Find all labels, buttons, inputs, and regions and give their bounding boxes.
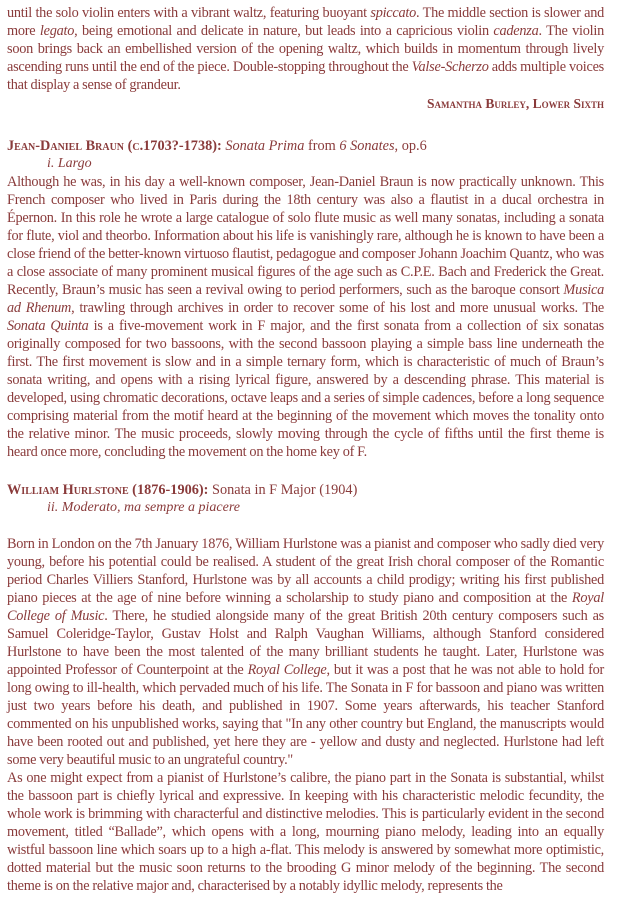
italic-run: Valse-Scherzo: [411, 59, 489, 75]
text-run: adds multiple voices that display a sense of grandeur.: [7, 59, 604, 93]
paragraph-hurlstone-bio: [7, 535, 604, 769]
text-run: . The violin soon brings back an embellished version of the opening waltz, which builds in momentum through lively ascending runs until the end of the piece. Double-stopping throughout the: [7, 23, 604, 75]
italic-run: legato: [39, 23, 75, 39]
paragraph-braun: [7, 173, 604, 461]
composer-name: Jean-Daniel Braun (c.1703?-1738):: [7, 138, 222, 154]
paragraph-valse-scherzo: [7, 4, 604, 94]
spacer: [7, 517, 604, 535]
text-run: . There, he studied alongside many of the great British 20th century composers such as Samuel Coleridge-Taylor, Gustav Holst and Ralph Vaughan Williams, although Stanford considered Hurlstone to have been the most talented of the many brilliant students he taught. Later, Hurlstone was appointed Professor of Counterpoint at the: [7, 608, 604, 678]
text-run: until the solo violin enters with a vibrant waltz, featuring buoyant: [7, 5, 371, 21]
composer-name: William Hurlstone (1876-1906):: [7, 482, 209, 498]
text-run: As one might expect from a pianist of Hurlstone’s calibre, the piano part in the Sonata is substantial, whilst the bassoon part is chiefly lyrical and expressive. In keeping with his characteristic melodic fecundity, the whole work is brimming with characterful and distinctive melodies. This is particularly evident in the second movement, titled “Ballade”, which opens with a long, mourning piano melody, leading into an equally wistful bassoon line which soars up to a high a-flat. This melody is answered by somewhat more optimistic, dotted material but the music soon returns to the brooding G minor melody of the beginning. The second theme is on the relative major and, characterised by a notably idyllic melody, represents the: [7, 770, 604, 894]
italic-run: Musica ad Rhenum: [7, 282, 604, 316]
text-run: , op.6: [394, 138, 427, 154]
italic-run: Sonata Prima: [225, 138, 305, 154]
braun-heading: [7, 137, 604, 155]
text-run: from: [304, 138, 340, 154]
text-run: , trawling through archives in order to recover some of his lost and more unusual works. The: [71, 300, 604, 316]
text-run: , but it was a post that he was not able to hold for long owing to ill-health, which pervaded much of his life. The Sonata in F for bassoon and piano was written just two years before his death, and published in 1907. Some years afterwards, his teacher Stanford commented on his unpublished works, saying that "In any other country but England, the manuscripts would have been rooted out and published, yet here they are - yellow and dusty and neglected. Hurlstone had left some very beautiful music to an ungrateful country.": [7, 662, 604, 768]
document-page: [7, 4, 604, 895]
italic-run: spiccato: [370, 5, 417, 21]
text-run: Although he was, in his day a well-known composer, Jean-Daniel Braun is now practically unknown. This French composer who lived in Paris during the 18th century was also a flautist in a ducal orchestra in Épernon. In this role he wrote a large catalogue of solo flute music as well many sonatas, including a sonata for flute, viol and theorbo. Information about his life is vanishingly rare, although he is known to have been a close friend of the better-known virtuoso flautist, pedagogue and composer Johann Joachim Quantz, who was a close associate of many prominent musical figures of the age such as C.P.E. Bach and Frederick the Great. Recently, Braun’s music has seen a revival owing to period performers, such as the baroque consort: [7, 174, 604, 298]
work-title: [222, 138, 427, 154]
paragraph-hurlstone-sonata: [7, 769, 604, 895]
movement-title: ii. Moderato, ma sempre a piacere: [47, 500, 240, 515]
italic-run: 6 Sonates: [339, 138, 395, 154]
text-run: Born in London on the 7th January 1876, William Hurlstone was a pianist and composer who sadly died very young, before his potential could be realised. A student of the great Irish choral composer of the Romantic period Charles Villiers Stanford, Hurlstone was by all accounts a child prodigy; writing his first published piano pieces at the age of nine before winning a scholarship to study piano and composition at the: [7, 536, 604, 606]
italic-run: cadenza: [493, 23, 539, 39]
author-credit: Samantha Burley, Lower Sixth: [426, 96, 604, 111]
text-run: is a five-movement work in F major, and the first sonata from a collection of six sonatas originally composed for two bassoons, with the second bassoon playing a simple bass line underneath the first. The first movement is slow and in a simple ternary form, which is characteristic of much of Braun’s sonata writing, and opens with a rising lyrical figure, answered by a descending phrase. This material is developed, using chromatic decorations, octave leaps and a series of simple cadences, before a long sequence comprising material from the motif heard at the beginning of the movement which moves the tonality onto the relative minor. The music proceeds, slowly moving through the cycle of fifths until the first theme is heard once more, concluding the movement on the home key of F.: [7, 318, 605, 460]
hurlstone-heading: [7, 481, 604, 499]
work-title: Sonata in F Major (1904): [208, 482, 358, 498]
italic-run: Royal College of Music: [7, 590, 604, 624]
movement-title: i. Largo: [47, 156, 92, 171]
text-run: . The middle section is slower and more: [7, 5, 605, 39]
italic-run: Sonata Quinta: [7, 318, 89, 334]
italic-run: Royal College: [247, 662, 327, 678]
text-run: , being emotional and delicate in nature, but leads into a capricious violin: [74, 23, 494, 39]
